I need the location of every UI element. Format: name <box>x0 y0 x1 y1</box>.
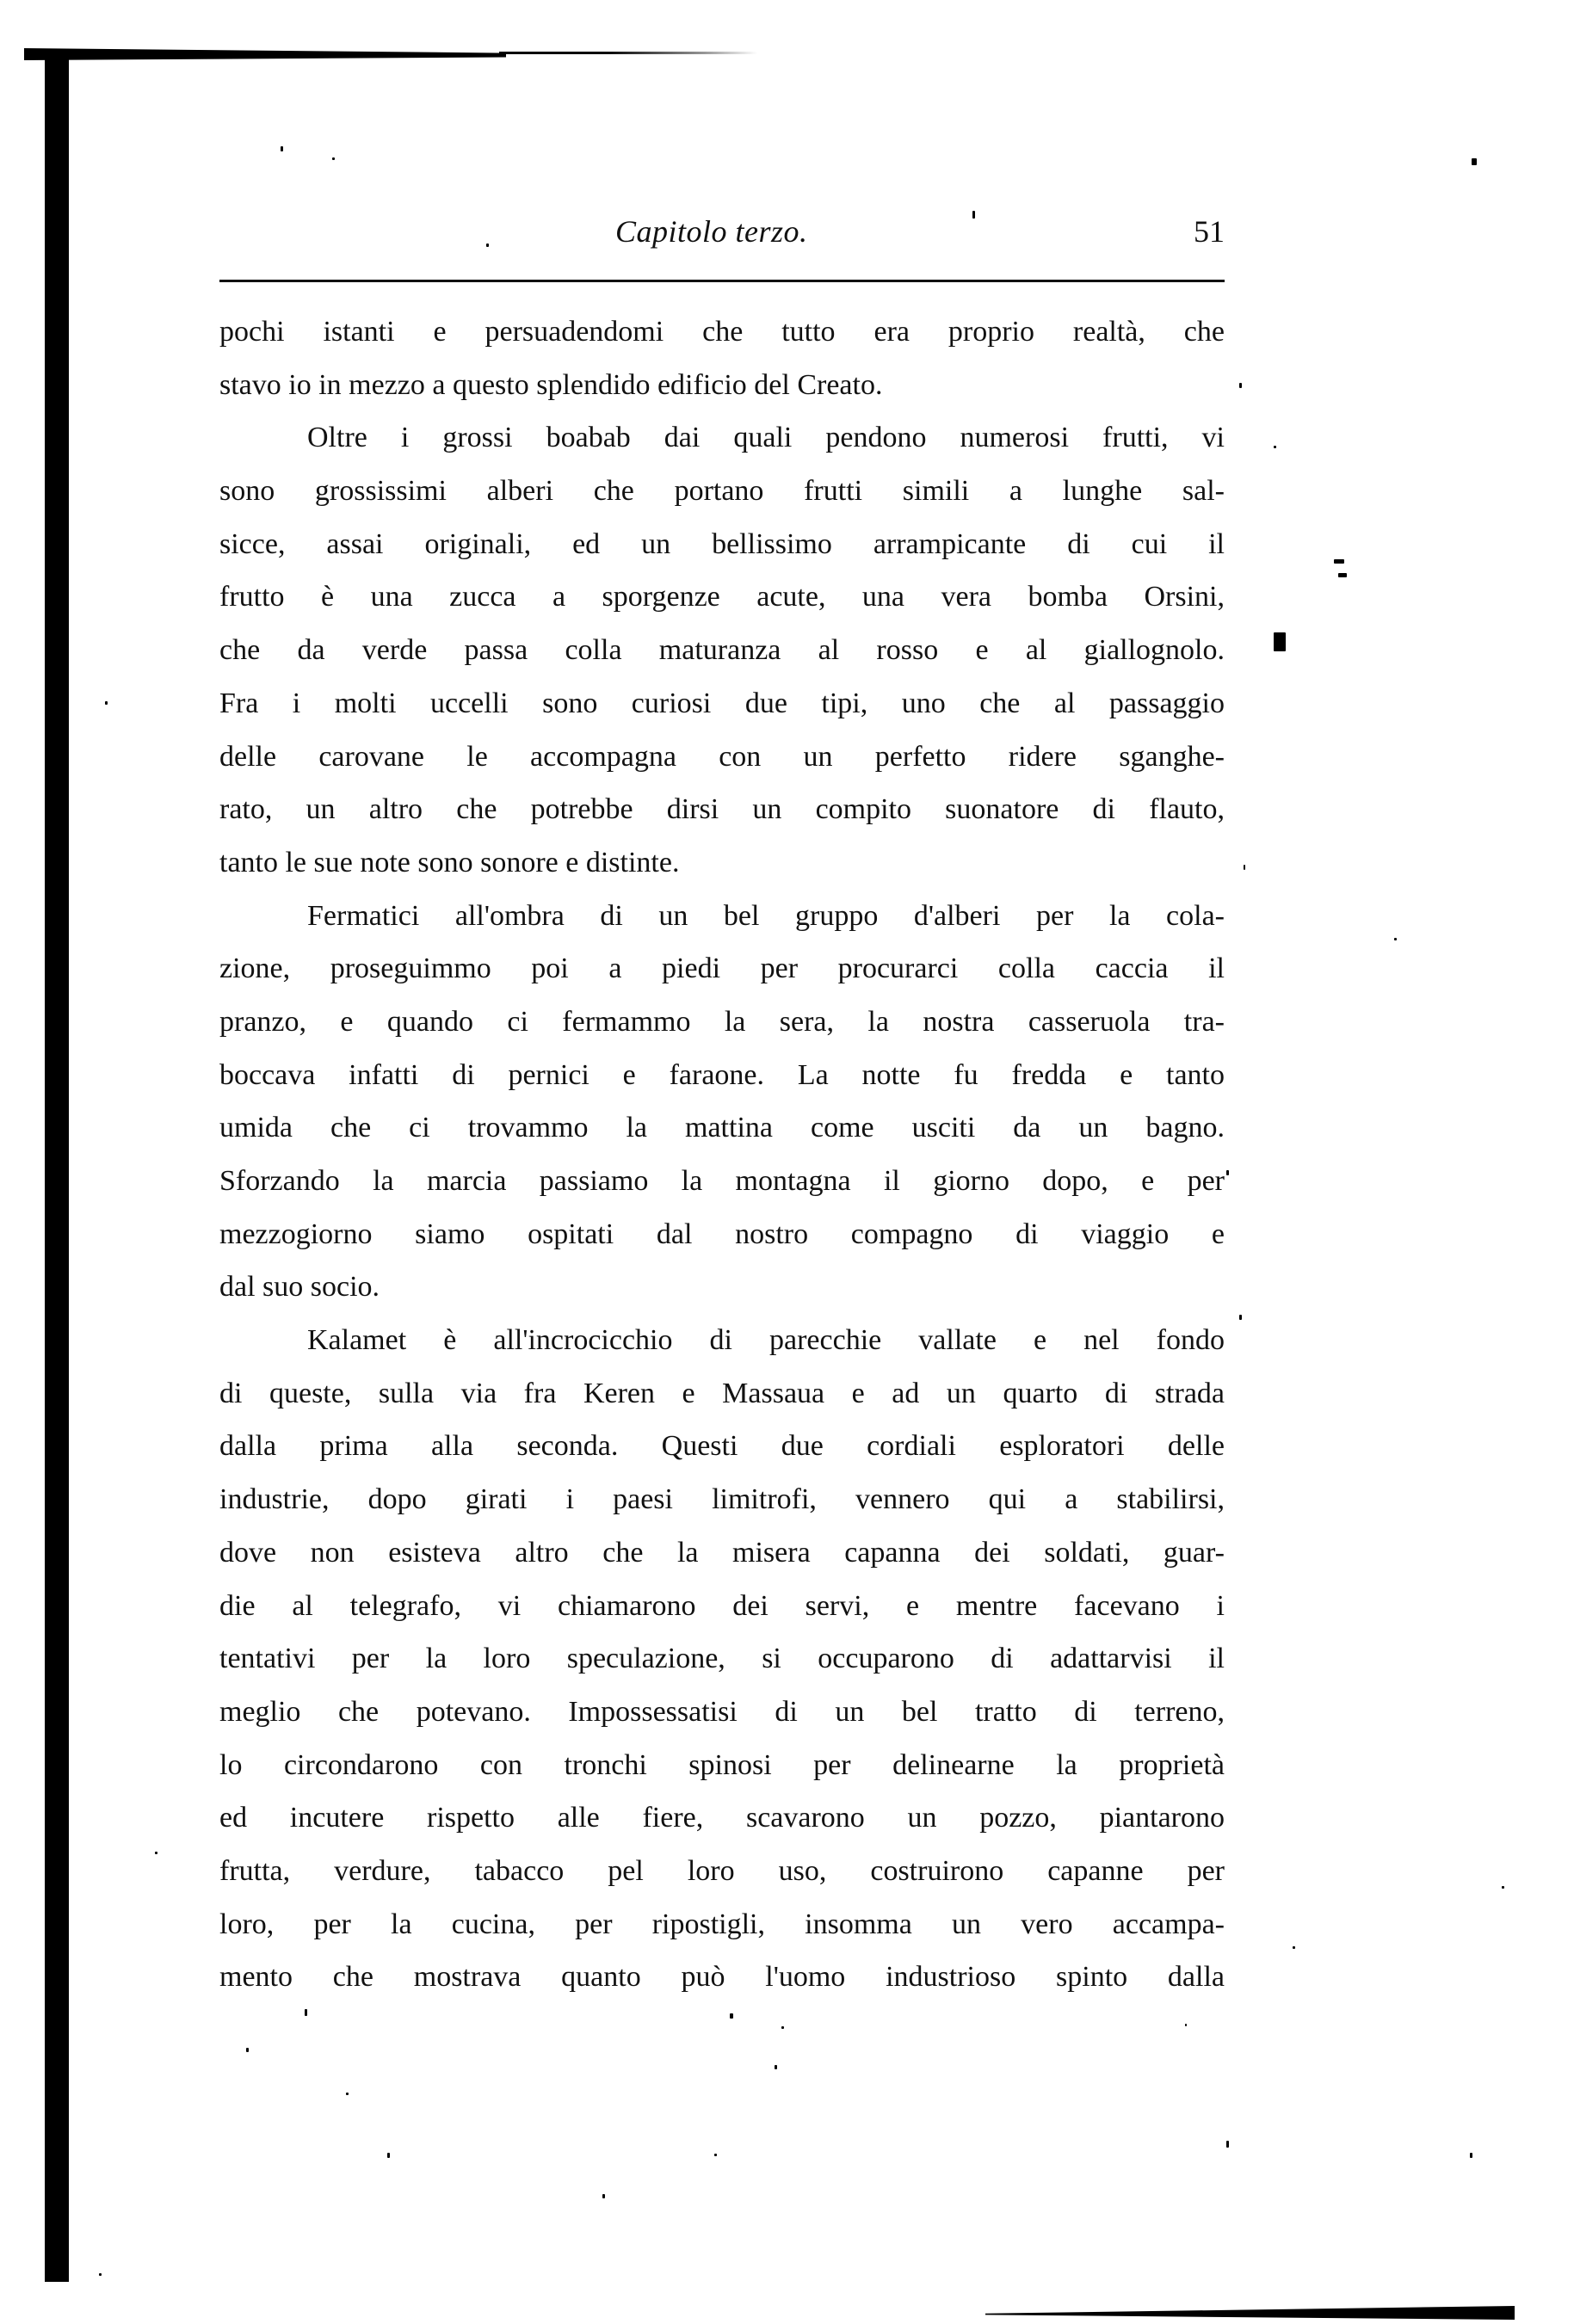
text-line: mento che mostrava quanto può l'uomo industrioso spinto dalla <box>219 1961 1225 1994</box>
scan-speck <box>602 2194 605 2198</box>
text-line: lo circondarono con tronchi spinosi per delinearne la proprietà <box>219 1748 1225 1781</box>
scan-speck <box>1226 2141 1229 2148</box>
text-line: stavo io in mezzo a questo splendido edificio del Creato. <box>219 368 883 401</box>
text-line: frutto è una zucca a sporgenze acute, una vera bomba Orsini, <box>219 581 1225 613</box>
scan-speck <box>1334 559 1344 564</box>
scan-speck <box>730 2013 733 2019</box>
scan-speck <box>1472 158 1477 165</box>
text-line: Oltre i grossi boabab dai quali pendono numerosi frutti, vi <box>307 422 1225 454</box>
text-line: die al telegrafo, vi chiamarono dei servi, e mentre facevano i <box>219 1589 1225 1622</box>
text-line: rato, un altro che potrebbe dirsi un compito suonatore di flauto, <box>219 793 1225 826</box>
scan-speck <box>346 2093 349 2095</box>
text-line: industrie, dopo girati i paesi limitrofi, vennero qui a stabilirsi, <box>219 1483 1225 1516</box>
text-line: ed incutere rispetto alle fiere, scavarono un pozzo, piantarono <box>219 1802 1225 1834</box>
scan-speck <box>105 701 108 705</box>
text-line: tanto le sue note sono sonore e distinte. <box>219 846 680 878</box>
text-line: pochi istanti e persuadendomi che tutto era proprio realtà, che <box>219 316 1225 348</box>
text-line: sicce, assai originali, ed un bellissimo arrampicante di cui il <box>219 527 1225 560</box>
scan-border-left <box>45 53 69 2282</box>
text-line: zione, proseguimmo poi a piedi per procurarci colla caccia il <box>219 952 1225 985</box>
scan-speck <box>1502 1886 1504 1889</box>
text-line: sono grossissimi alberi che portano frutti simili a lunghe sal- <box>219 475 1225 508</box>
text-line: Fra i molti uccelli sono curiosi due tipi, uno che al passaggio <box>219 687 1225 719</box>
scan-speck <box>387 2153 390 2158</box>
scan-speck <box>1274 632 1286 651</box>
text-line: frutta, verdure, tabacco pel loro uso, costruirono capanne per <box>219 1854 1225 1887</box>
text-line: loro, per la cucina, per ripostigli, insomma un vero accampa- <box>219 1908 1225 1940</box>
scan-border-bottom-right <box>985 2306 1515 2320</box>
scan-speck <box>781 2026 784 2029</box>
scan-speck <box>1293 1946 1295 1949</box>
running-head-title: Capitolo terzo. <box>615 214 808 249</box>
scan-border-top-fade <box>499 52 757 54</box>
scan-speck <box>1239 1315 1242 1320</box>
scan-speck <box>99 2273 102 2276</box>
text-line: dalla prima alla seconda. Questi due cordiali esploratori delle <box>219 1430 1225 1463</box>
scan-speck <box>775 2065 777 2069</box>
scan-speck <box>305 2009 307 2016</box>
scan-speck <box>1239 383 1242 388</box>
scan-speck <box>714 2154 717 2156</box>
text-line: meglio che potevano. Impossessatisi di un bel tratto di terreno, <box>219 1695 1225 1728</box>
text-line: che da verde passa colla maturanza al rosso e al giallognolo. <box>219 634 1225 667</box>
text-line: umida che ci trovammo la mattina come usciti da un bagno. <box>219 1112 1225 1144</box>
scan-speck <box>1244 865 1245 870</box>
body-text <box>219 305 1225 2004</box>
text-line: dal suo socio. <box>219 1271 380 1304</box>
text-line: delle carovane le accompagna con un perfetto ridere sganghe- <box>219 740 1225 773</box>
scan-speck <box>1274 446 1276 448</box>
running-head <box>219 213 1225 251</box>
scan-speck <box>1226 1170 1229 1175</box>
scan-speck <box>1470 2153 1472 2158</box>
scan-speck <box>1394 938 1397 940</box>
scan-speck <box>1338 573 1347 577</box>
text-line: di queste, sulla via fra Keren e Massaua e ad un quarto di strada <box>219 1377 1225 1409</box>
text-line: tentativi per la loro speculazione, si occuparono di adattarvisi il <box>219 1643 1225 1675</box>
scan-speck <box>1185 2024 1187 2026</box>
text-line: boccava infatti di pernici e faraone. La notte fu fredda e tanto <box>219 1058 1225 1091</box>
scan-speck <box>281 146 283 151</box>
text-line: mezzogiorno siamo ospitati dal nostro compagno di viaggio e <box>219 1217 1225 1250</box>
text-line: Sforzando la marcia passiamo la montagna il giorno dopo, e per <box>219 1165 1225 1197</box>
scan-speck <box>246 2048 249 2052</box>
header-rule <box>219 280 1225 282</box>
text-line: Kalamet è all'incrocicchio di parecchie vallate e nel fondo <box>307 1324 1225 1357</box>
text-line: dove non esisteva altro che la misera capanna dei soldati, guar- <box>219 1536 1225 1569</box>
scan-speck <box>155 1852 157 1854</box>
scan-speck <box>332 157 335 160</box>
scan-border-top <box>24 48 506 60</box>
text-line: Fermatici all'ombra di un bel gruppo d'alberi per la cola- <box>307 899 1225 932</box>
text-line: pranzo, e quando ci fermammo la sera, la nostra casseruola tra- <box>219 1005 1225 1038</box>
page-number: 51 <box>1194 214 1225 249</box>
